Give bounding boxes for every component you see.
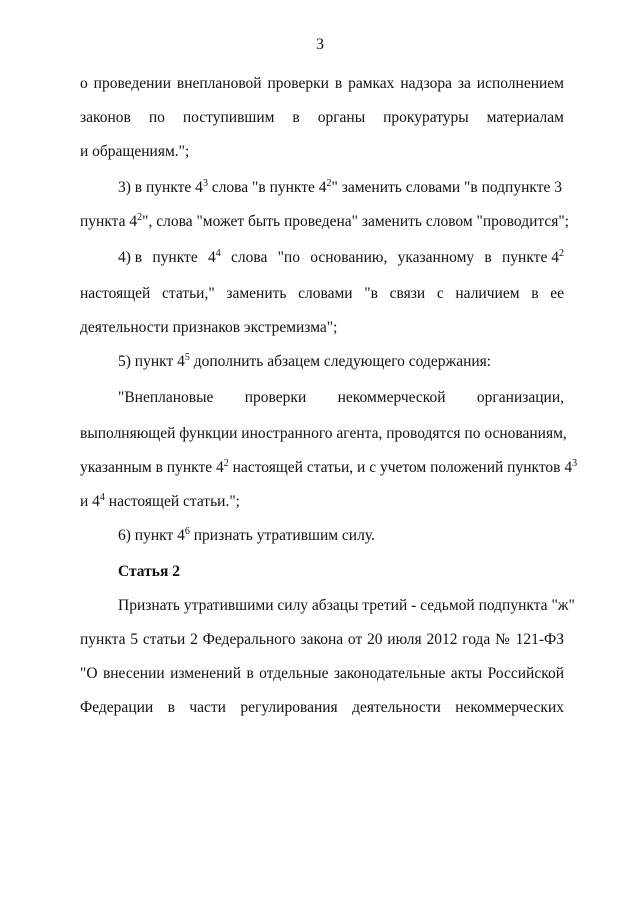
- text-segment: 5) пункт 4: [118, 353, 185, 370]
- text-segment: дополнить абзацем следующего содержания:: [189, 353, 492, 370]
- word: "Внеплановые: [118, 389, 214, 406]
- text-segment: 6) пункт 4: [118, 527, 185, 544]
- word: некоммерческих: [455, 699, 564, 716]
- word: поступившим: [182, 109, 275, 126]
- text-segment: ", слова "может быть проведена" заменить словом "проводится";: [142, 213, 569, 230]
- word: материалам: [486, 109, 564, 126]
- item-5-line: [118, 352, 564, 372]
- superscript: 3: [572, 458, 578, 469]
- word: 4) в: [118, 249, 143, 266]
- word: с: [436, 285, 444, 302]
- word: в: [167, 699, 175, 716]
- word: основанию,: [310, 249, 388, 266]
- article-line-2: [80, 630, 564, 650]
- text-segment: о проведении внеплановой проверки в рамках надзора за исполнением: [80, 75, 564, 92]
- text-segment: деятельности признаков экстремизма";: [80, 319, 338, 336]
- word: наличием: [455, 285, 520, 302]
- article-heading: [118, 562, 564, 582]
- text-segment: указанным в пункте 4: [80, 459, 224, 476]
- word: [208, 248, 221, 268]
- text-segment: пункта 4: [80, 213, 138, 230]
- quote-line-4: [80, 492, 564, 512]
- item-6-line: [118, 526, 564, 546]
- word: словами: [298, 285, 353, 302]
- word: слова: [230, 249, 268, 266]
- text-segment: слова "в пункте 4: [207, 179, 327, 196]
- text-segment: "О внесении изменений в отдельные законодательные акты Российской: [80, 665, 564, 682]
- superscript: 2: [558, 248, 564, 259]
- item-3-line-2: [80, 212, 569, 232]
- word: Федерации: [80, 699, 154, 716]
- text-segment: пункте 4: [502, 249, 559, 266]
- page-number: 3: [316, 36, 324, 53]
- text-segment: настоящей статьи.";: [104, 493, 240, 510]
- word: статьи,": [162, 285, 215, 302]
- word: регулирования: [240, 699, 338, 716]
- word: по: [148, 109, 165, 126]
- superscript: 4: [215, 248, 221, 259]
- quote-line-2: [80, 424, 567, 444]
- heading-text: Статья 2: [118, 563, 180, 580]
- word: деятельности: [352, 699, 441, 716]
- item-4-line-3: [80, 318, 564, 338]
- text-line: [80, 74, 564, 94]
- article-line-4: [80, 698, 564, 718]
- quote-line-3: [80, 458, 578, 478]
- word: в: [531, 285, 539, 302]
- superscript: 5: [184, 352, 190, 363]
- word: в: [484, 249, 492, 266]
- superscript: 6: [184, 526, 190, 537]
- text-segment: признать утратившим силу.: [189, 527, 375, 544]
- word: части: [189, 699, 226, 716]
- text-segment: выполняющей функции иностранного агента, проводятся по основаниям,: [80, 425, 567, 442]
- quote-line-1: [118, 388, 564, 408]
- word: [502, 248, 564, 268]
- text-segment: 4: [207, 249, 216, 266]
- word: организации,: [476, 389, 564, 406]
- superscript: 2: [137, 212, 143, 223]
- superscript: 2: [326, 178, 332, 189]
- article-line-1: [118, 596, 575, 616]
- text-segment: Признать утратившими силу абзацы третий - седьмой подпункта "ж": [118, 597, 575, 614]
- word: пункте: [152, 249, 198, 266]
- superscript: 4: [99, 492, 105, 503]
- item-4-line-2: [80, 284, 564, 304]
- word: заменить: [226, 285, 287, 302]
- word: органы: [317, 109, 366, 126]
- word: указанному: [397, 249, 475, 266]
- text-segment: 3) в пункте 4: [118, 179, 203, 196]
- word: прокуратуры: [383, 109, 469, 126]
- word: "по: [277, 249, 300, 266]
- word: связи: [389, 285, 426, 302]
- word: некоммерческой: [337, 389, 446, 406]
- text-segment: настоящей статьи, и с учетом положений пунктов 4: [228, 459, 573, 476]
- text-segment: пункта 5 статьи 2 Федерального закона от 20 июля 2012 года № 121-ФЗ: [80, 631, 564, 648]
- article-line-3: [80, 664, 564, 684]
- word: законов: [80, 109, 131, 126]
- text-line: [80, 108, 564, 128]
- word: ее: [550, 285, 564, 302]
- text-segment: и 4: [80, 493, 100, 510]
- word: настоящей: [80, 285, 151, 302]
- word: в: [292, 109, 300, 126]
- text-segment: " заменить словами "в подпункте 3: [331, 179, 563, 196]
- item-3-line-1: [118, 178, 564, 198]
- word: проверки: [244, 389, 307, 406]
- text-line: [80, 142, 564, 162]
- text-segment: и обращениям.";: [80, 143, 190, 160]
- item-4-line-1: [118, 248, 564, 268]
- word: "в: [364, 285, 378, 302]
- superscript: 2: [223, 458, 229, 469]
- superscript: 3: [202, 178, 208, 189]
